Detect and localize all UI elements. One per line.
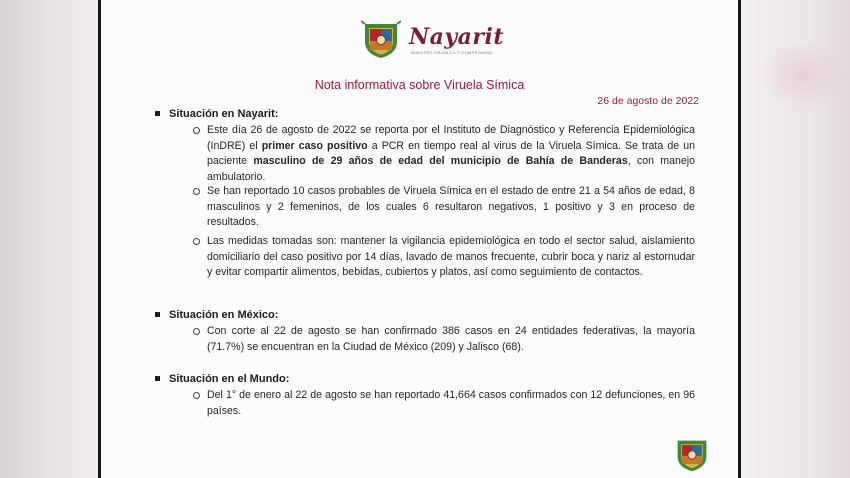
section-heading-mundo [169,373,289,385]
item-text-part: , con manejo ambulatorio. [207,155,696,183]
background-right [738,0,850,478]
square-bullet-icon [155,312,160,317]
circle-bullet-icon [193,238,200,245]
square-bullet-icon [155,111,160,116]
section-heading-mexico [169,309,278,321]
circle-bullet-icon [193,328,200,335]
item-text [207,123,695,185]
document-page [101,0,738,478]
circle-bullet-icon [193,392,200,399]
logo-wordmark: Nayarit [409,24,505,50]
item-text-part: a PCR en tiempo real al virus de la Viruela Símica. Se trata de un paciente [207,139,696,167]
document-date: 26 de agosto de 2022 [597,95,699,107]
square-bullet-icon [155,376,160,381]
circle-bullet-icon [193,127,200,134]
nayarit-logo [359,18,509,62]
section-heading-text: Situación en México: [169,309,279,321]
list-item [207,388,695,419]
item-text-bold: masculino de 29 años de edad del municipio de Bahía de Banderas [253,155,628,167]
background-blush [758,40,848,110]
circle-bullet-icon [193,188,200,195]
item-text-part: Este día 26 de agosto de 2022 se reporta por el Instituto de Diagnóstico y Referencia Epidemiológica (InDRE) el [207,124,695,152]
item-text-bold: primer caso positivo [261,139,368,152]
list-item [207,184,695,231]
item-text: Se han reportado 10 casos probables de Viruela Símica en el estado de entre 21 a 54 años de edad, 8 masculinos y 2 femeninos, de los cuales 6 resultaron negativos, 1 positivo y 3 en proceso de resultados. [207,185,695,228]
page-title: Nota informativa sobre Viruela Símica [314,78,525,92]
nayarit-shield-icon [674,436,710,474]
item-text: Las medidas tomadas son: mantener la vigilancia epidemiológica en todo el sector salud, aislamiento domiciliario del caso positivo por 14 días, lavado de manos frecuente, cubrir boca y nariz al estornudar y evitar compartir alimentos, bebidas, cubiertos y platos, así como seguimiento de contactos. [207,235,695,278]
list-item [207,123,695,185]
logo-tagline: NUESTRO ORGULLO Y COMPROMISO [411,50,493,55]
list-item [207,324,695,355]
section-heading-nayarit [169,108,278,120]
item-text: Del 1° de enero al 22 de agosto se han reportado 41,664 casos confirmados con 12 defunciones, en 96 países. [207,389,695,417]
nayarit-shield-icon [361,20,401,60]
background-left [0,0,108,478]
item-text: Con corte al 22 de agosto se han confirmado 386 casos en 24 entidades federativas, la mayoría (71.7%) se encuentran en la Ciudad de México (209) y Jalisco (68). [207,325,695,353]
frame-border-right [738,0,741,478]
list-item [207,234,695,281]
section-heading-text: Situación en Nayarit: [169,108,279,120]
section-heading-text: Situación en el Mundo: [169,373,290,385]
